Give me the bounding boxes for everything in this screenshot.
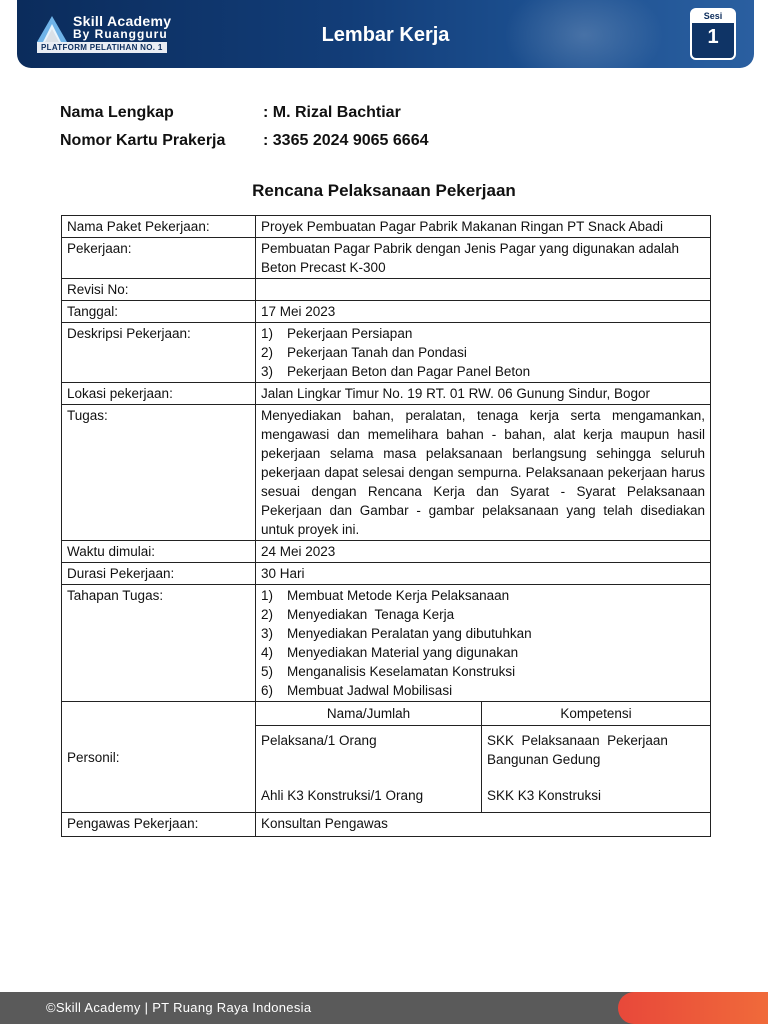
footer-accent xyxy=(618,992,768,1024)
name-row xyxy=(60,104,428,132)
tasks-label: Tugas: xyxy=(62,405,256,541)
card-label: Nomor Kartu Prakerja xyxy=(60,132,226,149)
list-item xyxy=(261,343,705,362)
brand-badge: PLATFORM PELATIHAN NO. 1 xyxy=(37,42,167,53)
list-text: Menganalisis Keselamatan Konstruksi xyxy=(287,664,516,679)
session-badge xyxy=(690,8,736,60)
personnel-col-name: Nama/Jumlah xyxy=(256,702,482,726)
personnel-table xyxy=(256,702,710,812)
name-value: : M. Rizal Bachtiar xyxy=(263,104,401,121)
footer-text: ©Skill Academy | PT Ruang Raya Indonesia xyxy=(46,1000,312,1015)
personnel-name: Ahli K3 Konstruksi/1 Orang xyxy=(256,786,482,812)
table-row xyxy=(256,786,710,812)
list-text: Menyediakan Material yang digunakan xyxy=(287,645,519,660)
table-row xyxy=(62,383,711,405)
table-row xyxy=(256,726,710,787)
table-row xyxy=(62,405,711,541)
footer-bar xyxy=(0,992,768,1024)
date-label: Tanggal: xyxy=(62,301,256,323)
tasks-value: Menyediakan bahan, peralatan, tenaga kerja serta mengamankan, mengawasi dan memelihara bahan - bahan, alat kerja maupun hasil pekerjaan selama masa pelaksanaan berlangsung sehingga seluruh pekerjaan dapat selesai dengan sempurna. Pelaksanaan pekerjaan harus sesuai dengan Rencana Kerja dan Syarat - Syarat Pelaksanaan Pekerjaan dan Gambar - gambar pelaksanaan yang telah disediakan untuk proyek ini. xyxy=(256,405,711,541)
list-number: 5) xyxy=(261,664,274,679)
personnel-value xyxy=(256,702,711,813)
session-number: 1 xyxy=(707,26,719,48)
list-item xyxy=(261,586,705,605)
revision-label: Revisi No: xyxy=(62,279,256,301)
list-text: Menyediakan Peralatan yang dibutuhkan xyxy=(287,626,532,641)
personnel-label: Personil: xyxy=(62,702,256,813)
list-text: Pekerjaan Tanah dan Pondasi xyxy=(287,345,467,360)
list-text: Membuat Jadwal Mobilisasi xyxy=(287,683,453,698)
date-value: 17 Mei 2023 xyxy=(256,301,711,323)
brand-line2: By Ruangguru xyxy=(73,27,168,41)
list-number: 3) xyxy=(261,364,274,379)
start-label: Waktu dimulai: xyxy=(62,541,256,563)
list-text: Menyediakan Tenaga Kerja xyxy=(287,607,455,622)
brand-line1: Skill Academy xyxy=(73,13,172,29)
list-number: 6) xyxy=(261,683,274,698)
work-plan-table xyxy=(61,215,711,837)
work-label: Pekerjaan: xyxy=(62,238,256,279)
personnel-competence: SKK Pelaksanaan Pekerjaan Bangunan Gedung xyxy=(487,733,672,767)
stages-label: Tahapan Tugas: xyxy=(62,585,256,702)
document-title: Rencana Pelaksanaan Pekerjaan xyxy=(252,181,516,200)
supervisor-value: Konsultan Pengawas xyxy=(256,813,711,837)
personnel-col-competence: Kompetensi xyxy=(482,702,711,726)
work-value: Pembuatan Pagar Pabrik dengan Jenis Pagar yang digunakan adalah Beton Precast K-300 xyxy=(256,238,711,279)
list-item xyxy=(261,662,705,681)
personnel-name: Pelaksana/1 Orang xyxy=(256,726,482,787)
table-row xyxy=(62,541,711,563)
duration-label: Durasi Pekerjaan: xyxy=(62,563,256,585)
list-text: Pekerjaan Beton dan Pagar Panel Beton xyxy=(287,364,531,379)
list-number: 1) xyxy=(261,326,274,341)
duration-value: 30 Hari xyxy=(256,563,711,585)
stages-value xyxy=(256,585,711,702)
identity-block xyxy=(60,104,428,160)
session-label: Sesi xyxy=(692,10,734,23)
table-row xyxy=(62,813,711,837)
personnel-competence: SKK K3 Konstruksi xyxy=(487,788,602,803)
description-label: Deskripsi Pekerjaan: xyxy=(62,323,256,383)
package-value: Proyek Pembuatan Pagar Pabrik Makanan Ringan PT Snack Abadi xyxy=(256,216,711,238)
table-row xyxy=(62,702,711,813)
name-label: Nama Lengkap xyxy=(60,104,174,121)
supervisor-label: Pengawas Pekerjaan: xyxy=(62,813,256,837)
list-item xyxy=(261,624,705,643)
list-number: 2) xyxy=(261,607,274,622)
page-title: Lembar Kerja xyxy=(321,24,450,46)
list-item xyxy=(261,643,705,662)
description-list xyxy=(261,324,705,381)
list-item xyxy=(261,324,705,343)
table-row xyxy=(62,279,711,301)
package-label: Nama Paket Pekerjaan: xyxy=(62,216,256,238)
description-value xyxy=(256,323,711,383)
list-text: Membuat Metode Kerja Pelaksanaan xyxy=(287,588,510,603)
revision-value xyxy=(256,279,711,301)
header-banner xyxy=(17,0,754,68)
table-row xyxy=(62,216,711,238)
list-item xyxy=(261,362,705,381)
list-number: 2) xyxy=(261,345,274,360)
start-value: 24 Mei 2023 xyxy=(256,541,711,563)
list-number: 1) xyxy=(261,588,274,603)
location-value: Jalan Lingkar Timur No. 19 RT. 01 RW. 06 Gunung Sindur, Bogor xyxy=(256,383,711,405)
card-value: : 3365 2024 9065 6664 xyxy=(263,132,429,149)
list-item xyxy=(261,605,705,624)
stages-list xyxy=(261,586,705,700)
table-row xyxy=(62,238,711,279)
table-row xyxy=(62,563,711,585)
location-label: Lokasi pekerjaan: xyxy=(62,383,256,405)
table-row xyxy=(62,323,711,383)
list-text: Pekerjaan Persiapan xyxy=(287,326,413,341)
list-number: 4) xyxy=(261,645,274,660)
list-number: 3) xyxy=(261,626,274,641)
table-row xyxy=(62,301,711,323)
list-item xyxy=(261,681,705,700)
personnel-header-row xyxy=(256,702,710,726)
card-row xyxy=(60,132,428,160)
table-row xyxy=(62,585,711,702)
